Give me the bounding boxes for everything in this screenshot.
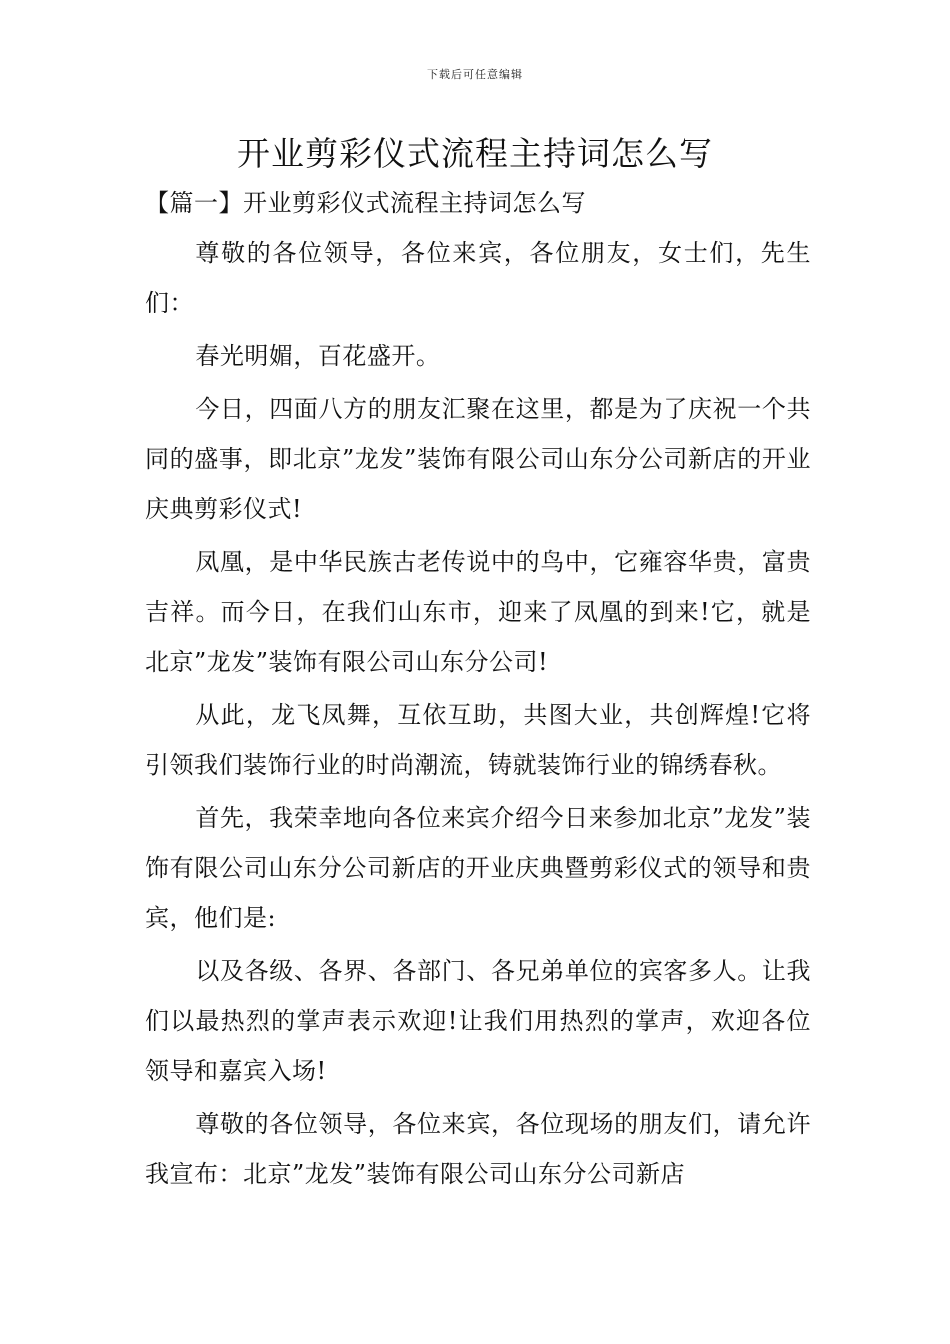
paragraph: 今日，四面八方的朋友汇聚在这里，都是为了庆祝一个共同的盛事，即北京”龙发”装饰有限公司山东分公司新店的开业庆典剪彩仪式!	[145, 395, 811, 523]
paragraph: 从此，龙飞凤舞，互依互助，共图大业，共创辉煌!它将引领我们装饰行业的时尚潮流，铸就装饰行业的锦绣春秋。	[145, 701, 811, 779]
paragraph: 尊敬的各位领导，各位来宾，各位朋友，女士们，先生们：	[145, 239, 811, 317]
paragraph: 凤凰，是中华民族古老传说中的鸟中，它雍容华贵，富贵吉祥。而今日，在我们山东市，迎来了凤凰的到来!它，就是北京”龙发”装饰有限公司山东分公司!	[145, 548, 811, 676]
document-title: 开业剪彩仪式流程主持词怎么写	[237, 134, 713, 173]
paragraph: 春光明媚，百花盛开。	[195, 342, 441, 370]
header-note: 下载后可任意编辑	[427, 68, 523, 81]
section-heading: 【篇一】开业剪彩仪式流程主持词怎么写	[145, 189, 586, 217]
paragraph: 首先，我荣幸地向各位来宾介绍今日来参加北京”龙发”装饰有限公司山东分公司新店的开业庆典暨剪彩仪式的领导和贵宾，他们是:	[145, 804, 811, 932]
paragraph: 以及各级、各界、各部门、各兄弟单位的宾客多人。让我们以最热烈的掌声表示欢迎!让我们用热烈的掌声，欢迎各位领导和嘉宾入场!	[145, 957, 811, 1085]
document-body	[145, 178, 811, 1202]
paragraph: 尊敬的各位领导，各位来宾，各位现场的朋友们，请允许我宣布：北京”龙发”装饰有限公司山东分公司新店	[145, 1110, 811, 1188]
